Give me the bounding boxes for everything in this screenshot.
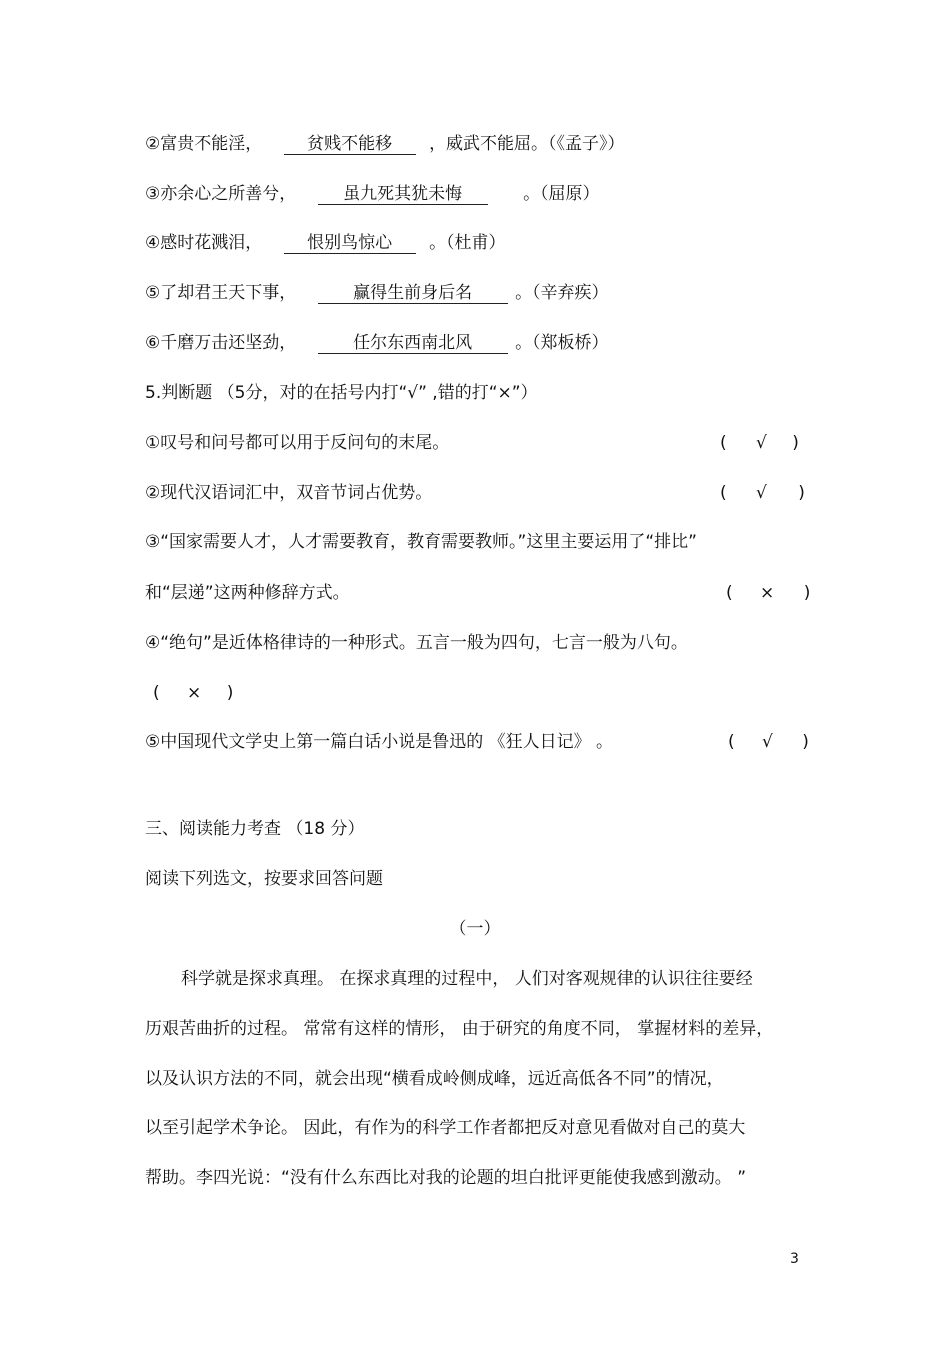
judge-item-3-cont: 和“层递”这两种修辞方式。 [145,583,350,603]
close-paren: ) [792,433,799,453]
judge-item-1: ①叹号和问号都可以用于反问句的末尾。 [145,433,450,453]
answer-mark: √ [756,433,767,453]
open-paren: ( [726,583,733,603]
answer-mark: × [187,683,202,703]
fill-answer: 赢得生前身后名 [318,283,508,304]
fill-number: ③ [145,184,161,204]
fill-number: ⑥ [145,333,161,353]
answer-mark: √ [756,483,767,503]
close-paren: ) [798,483,805,503]
fill-line-2 [145,133,625,155]
fill-line-4 [145,232,506,254]
fill-answer: 虽九死其犹未悔 [318,184,488,205]
judge-answer-4 [153,682,233,704]
fill-before: 富贵不能淫， [160,134,263,154]
judge-item-2: ②现代汉语词汇中，双音节词占优势。 [145,483,433,503]
open-paren: ( [153,683,160,703]
judge-heading: 5.判断题 （5分，对的在括号内打“√” ,错的打“×”） [145,383,538,403]
fill-line-6 [145,332,609,354]
fill-line-3 [145,183,600,205]
close-paren: ) [802,732,809,752]
fill-answer: 恨别鸟惊心 [284,233,416,254]
passage-line-4: 以至引起学术争论。 因此，有作为的科学工作者都把反对意见看做对自己的莫大 [145,1118,746,1138]
page-number: 3 [790,1251,799,1267]
passage-line-5: 帮助。李四光说：“没有什么东西比对我的论题的坦白批评更能使我感到激动。 ” [145,1168,747,1188]
answer-mark: × [760,583,775,603]
fill-after: ，威武不能屈。（《孟子》） [429,134,625,154]
fill-before: 感时花溅泪， [160,233,263,253]
fill-before: 亦余心之所善兮， [160,184,297,204]
fill-number: ④ [145,233,161,253]
answer-mark: √ [762,732,773,752]
close-paren: ) [803,583,811,603]
passage-line-3: 以及认识方法的不同，就会出现“横看成岭侧成峰，远近高低各不同”的情况， [145,1069,724,1089]
fill-number: ② [145,134,161,154]
fill-answer: 任尔东西南北风 [318,333,508,354]
passage-line-2: 历艰苦曲折的过程。 常常有这样的情形， 由于研究的角度不同， 掌握材料的差异， [145,1019,774,1039]
open-paren: ( [720,433,727,453]
reading-instruction: 阅读下列选文，按要求回答问题 [145,869,383,889]
fill-after: 。（屈原） [523,184,600,204]
fill-number: ⑤ [145,283,161,303]
judge-answer-1 [720,432,799,454]
fill-line-5 [145,282,609,304]
fill-after: 。（杜甫） [429,233,506,253]
fill-before: 了却君王天下事， [160,283,297,303]
judge-answer-3 [726,582,810,604]
fill-after: 。（郑板桥） [515,333,609,353]
fill-before: 千磨万击还坚劲， [160,333,297,353]
passage-part-label: （一） [449,919,501,939]
close-paren: ) [226,683,234,703]
passage-line-1: 科学就是探求真理。 在探求真理的过程中， 人们对客观规律的认识往往要经 [181,969,753,989]
fill-answer: 贫贱不能移 [284,134,416,155]
judge-item-5: ⑤中国现代文学史上第一篇白话小说是鲁迅的 《狂人日记》 。 [145,732,614,752]
judge-item-4: ④“绝句”是近体格律诗的一种形式。五言一般为四句，七言一般为八句。 [145,633,688,653]
fill-after: 。（辛弃疾） [515,283,609,303]
judge-answer-5 [728,731,809,753]
judge-item-3: ③“国家需要人才，人才需要教育，教育需要教师。”这里主要运用了“排比” [145,532,697,552]
open-paren: ( [720,483,727,503]
open-paren: ( [728,732,735,752]
section-heading: 三、阅读能力考查 （18 分） [145,819,365,839]
judge-answer-2 [720,482,805,504]
